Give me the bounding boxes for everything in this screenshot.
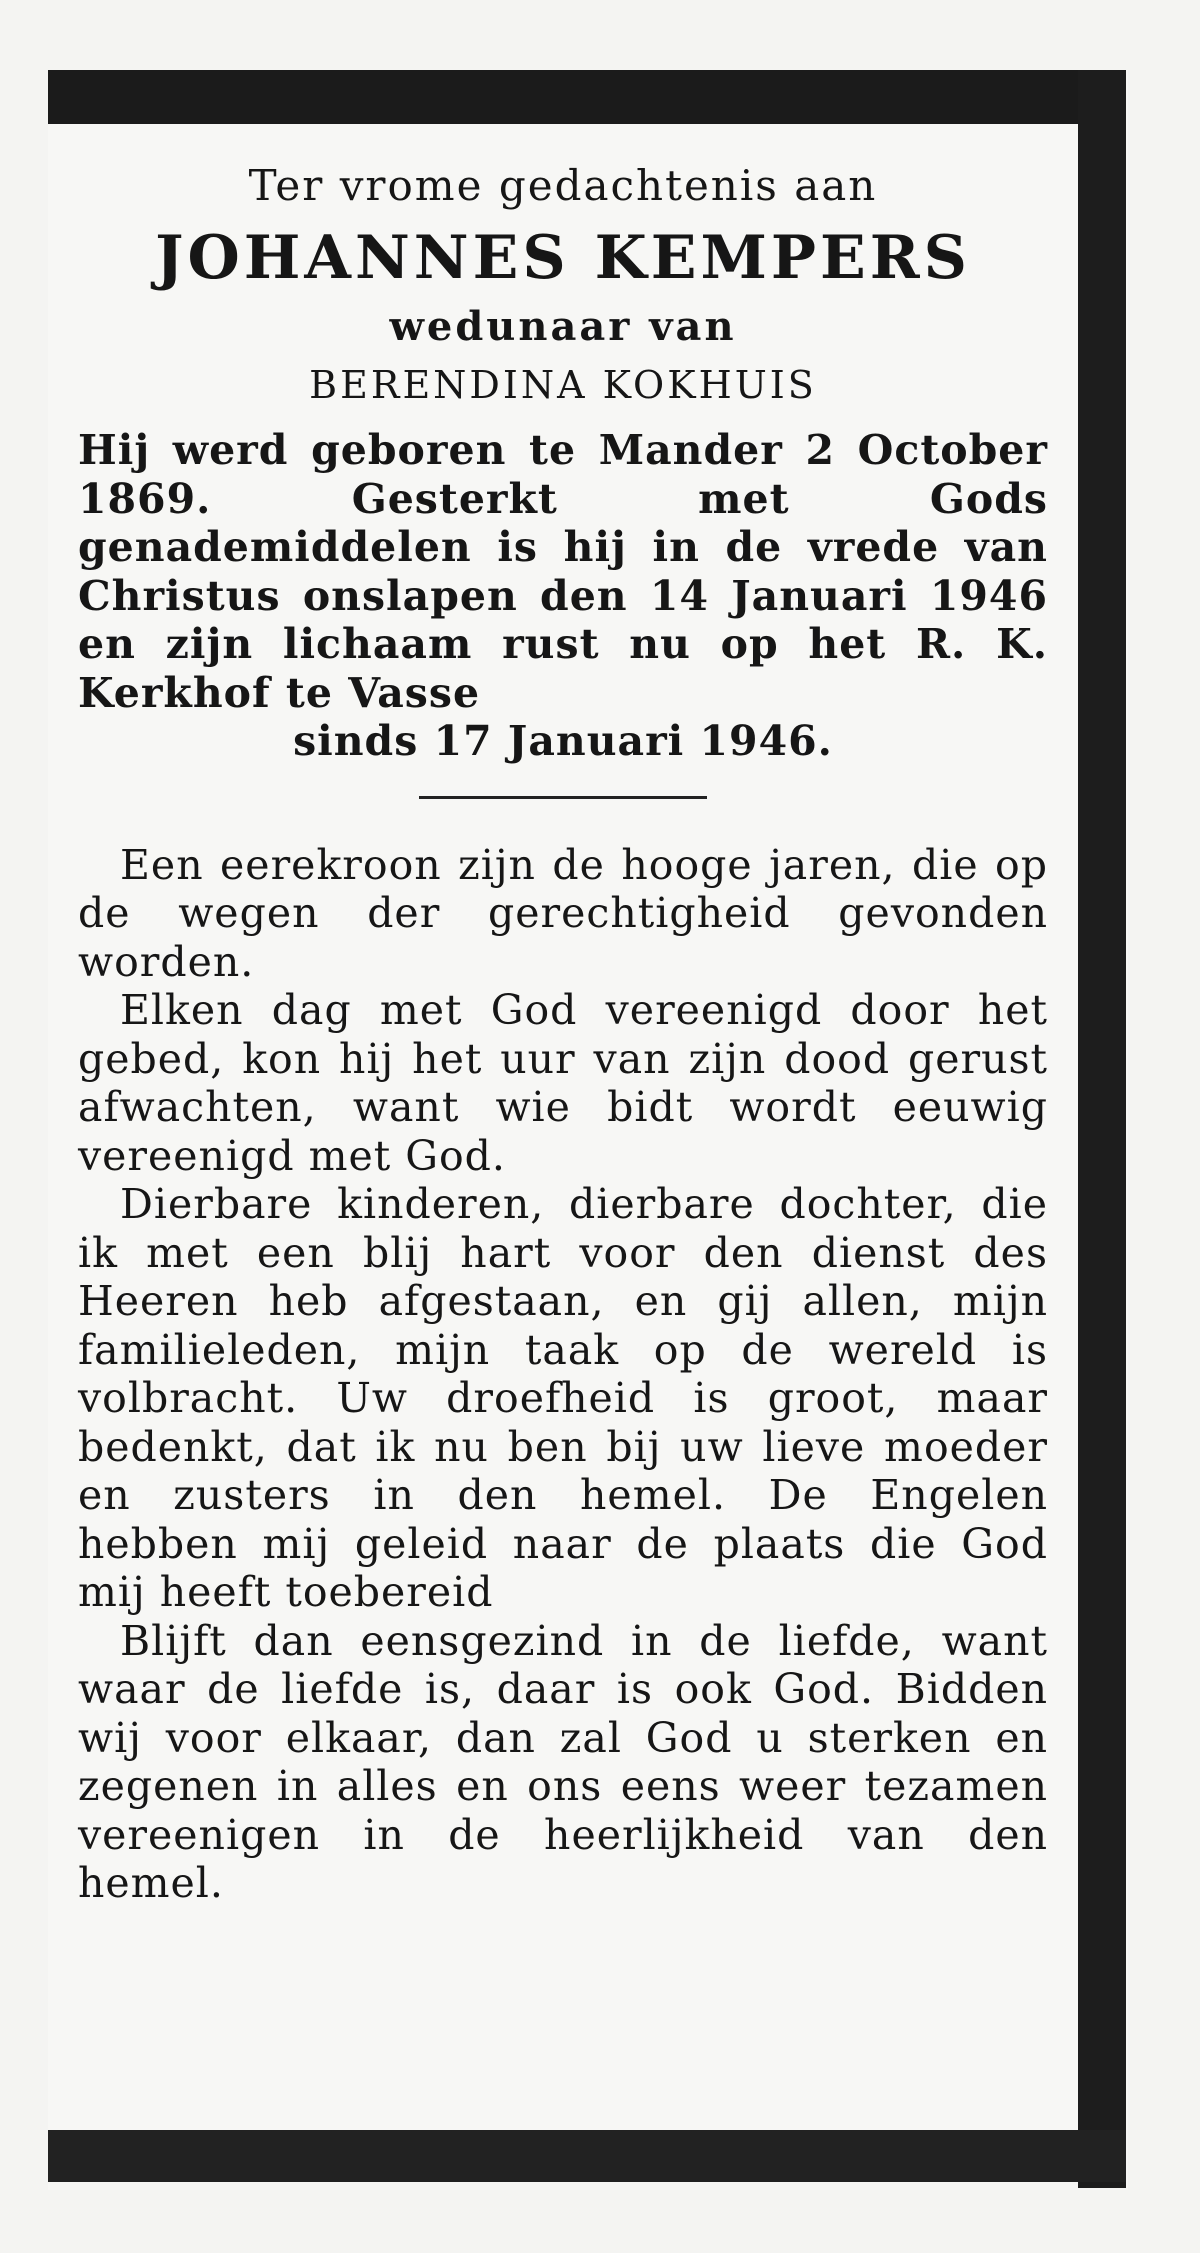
verse-paragraph: Een eerekroon zijn de hooge jaren, die op de wegen der gerechtigheid gevonden worden. (78, 840, 1048, 986)
deceased-name: JOHANNES KEMPERS (155, 223, 971, 293)
prayer-paragraph: Elken dag met God vereenigd door het gebed, kon hij het uur van zijn dood gerust afwachten, want wie bidt wordt eeuwig vereenigd met God. (78, 986, 1048, 1180)
pre-title: Ter vrome gedachtenis aan (248, 161, 878, 210)
burial-date-line: sinds 17 Januari 1946. (293, 717, 833, 765)
closing-paragraph: Blijft dan eensgezind in de liefde, want waar de liefde is, daar is ook God. Bidden wij voor elkaar, dan zal God u sterken en zegenen in alles en ons eens weer tezamen vereenigen in de heerlijkheid van den hemel. (78, 1616, 1048, 1907)
card-border-bottom (48, 2130, 1126, 2182)
section-divider (419, 796, 707, 799)
spouse-name: BERENDINA KOKHUIS (309, 363, 817, 407)
biography-text: Hij werd geboren te Mander 2 October 1869. Gesterkt met Gods genademiddelen is hij in de vrede van Christus onslapen den 14 Januari 1946 en zijn lichaam rust nu op het R. K. Kerkhof te Vasse (78, 426, 1048, 717)
card-border-top (48, 70, 1126, 124)
farewell-paragraph: Dierbare kinderen, dierbare dochter, die ik met een blij hart voor den dienst des Heeren heb afgestaan, en gij allen, mijn familieleden, mijn taak op de wereld is volbracht. Uw droefheid is groot, maar bedenkt, dat ik nu ben bij uw lieve moeder en zusters in den hemel. De Engelen hebben mij geleid naar de plaats die God mij heeft toebereid (78, 1180, 1048, 1616)
widower-label: wedunaar van (389, 303, 737, 350)
card-content (78, 150, 1048, 1908)
card-border-right (1078, 70, 1126, 2188)
